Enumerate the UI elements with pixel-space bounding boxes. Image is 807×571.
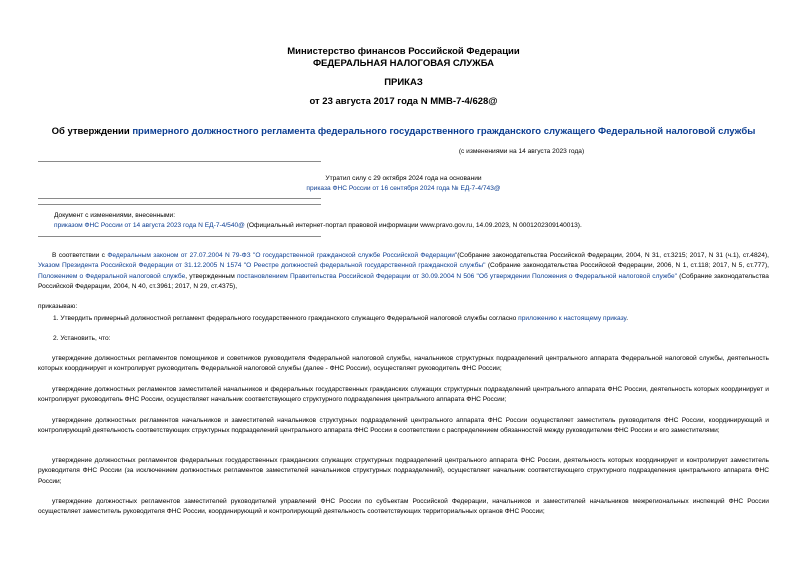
rule-paragraph: утверждение должностных регламентов начальников и заместителей начальников структурных подразделений центрального аппарата ФНС России осуществляет заместитель руководителя ФНС России, координирующий и контролирующий деятельность соответствующих структурных подразделений центрального аппарата ФНС России в соответствии с распределением обязанностей между руководителем ФНС России и его заместителями; (38, 417, 769, 435)
doc-date-number: от 23 августа 2017 года N ММВ-7-4/628@ (309, 96, 498, 107)
government-resolution-link[interactable]: постановлением Правительства Российской Федерации от 30.09.2004 N 506 "Об утверждении Положения о Федеральной налоговой службе" (236, 272, 678, 280)
rule-paragraph: утверждение должностных регламентов помощников и советников руководителя Федеральной налоговой службы, начальников структурных подразделений центрального аппарата Федеральной налоговой службы, деятельность которых координирует и контролирует руководитель Федеральной налоговой службы (далее - ФНС России), осуществляет руководитель ФНС России; (38, 355, 769, 373)
divider (38, 161, 321, 162)
preamble-text: , утвержденным (185, 272, 237, 280)
service-heading: ФЕДЕРАЛЬНАЯ НАЛОГОВАЯ СЛУЖБА (312, 58, 495, 69)
rule-paragraph: утверждение должностных регламентов заместителей руководителей управлений ФНС России по субъектам Российской Федерации, начальников и заместителей начальников межрегиональных инспекций ФНС России осуществляет заместитель руководителя ФНС России, координирующий и контролирующий деятельность соответствующих территориальных органов ФНС России; (38, 498, 769, 516)
changes-link[interactable]: приказом ФНС России от 14 августа 2023 года N ЕД-7-4/540@ (54, 222, 245, 229)
item-2: 2. Установить, что: (53, 335, 111, 342)
preamble-paragraph (38, 251, 769, 293)
item-1-text: 1. Утвердить примерный должностной регламент федерального государственного гражданского служащего Федеральной налоговой службы согласно (53, 315, 519, 322)
doc-title (0, 126, 807, 137)
doc-title-prefix: Об утверждении (51, 126, 133, 137)
federal-law-link[interactable]: Федеральным законом от 27.07.2004 N 79-ФЗ "О государственной гражданской службе Российской Федерации" (107, 252, 458, 259)
appendix-link[interactable]: приложению к настоящему приказу (518, 315, 627, 322)
rule-paragraph: утверждение должностных регламентов федеральных государственных гражданских служащих структурных подразделений центрального аппарата ФНС России, деятельность которых координирует и контролирует заместитель руководителя ФНС России (за исключением должностных регламентов заместителей начальников структурных подразделений), осуществляет начальник соответствующего структурного подразделения центрального аппарата ФНС России; (38, 457, 769, 485)
item-1-end: . (626, 315, 629, 322)
divider (38, 236, 321, 237)
lost-force-text: Утратил силу с 29 октября 2024 года на основании (325, 175, 482, 182)
item-1 (53, 314, 769, 323)
preamble-text: (Собрание законодательства Российской Федерации, 2004, N 31, ст.3215; 2017, N 31 (ч.1), ст.4824), (457, 252, 769, 259)
fns-regulation-link[interactable]: Положением о Федеральной налоговой службе (38, 272, 186, 280)
preamble-text: (Собрание законодательства Российской Федерации, 2006, N 1, ст.118; 2017, N 5, ст.777), (485, 262, 769, 270)
ministry-heading: Министерство финансов Российской Федерации (287, 46, 520, 57)
doc-title-link[interactable]: примерного должностного регламента федерального государственного гражданского служащего Федеральной налоговой службы (132, 126, 756, 137)
doc-type: ПРИКАЗ (384, 77, 423, 88)
order-word: приказываю: (38, 303, 78, 310)
revision-note: (с изменениями на 14 августа 2023 года) (458, 148, 585, 155)
presidential-decree-link[interactable]: Указом Президента Российской Федерации от 31.12.2005 N 1574 "О Реестре должностей федеральной государственной гражданской службы" (38, 262, 486, 270)
rule-paragraph: утверждение должностных регламентов заместителей начальников и федеральных государственных гражданских служащих структурных подразделений центрального аппарата ФНС России, деятельность которых координирует и контролирует руководитель ФНС России, осуществляет начальник соответствующего структурного подразделения центрального аппарата ФНС России; (38, 386, 769, 404)
preamble-text: (Собрание законодательства Российской Федерации, 2004, N 40, ст.3961; 2017, N 29, ст.4375), (38, 272, 769, 291)
divider (38, 204, 321, 205)
changes-label: Документ с изменениями, внесенными: (54, 212, 176, 219)
divider (38, 198, 321, 199)
lost-force-link[interactable]: приказа ФНС России от 16 сентября 2024 года № ЕД-7-4/743@ (306, 185, 501, 192)
changes-rest: (Официальный интернет-портал правовой информации www.pravo.gov.ru, 14.09.2023, N 0001202309140013). (244, 222, 582, 229)
changes-line (54, 221, 774, 230)
preamble-text: В соответствии с (52, 252, 108, 259)
